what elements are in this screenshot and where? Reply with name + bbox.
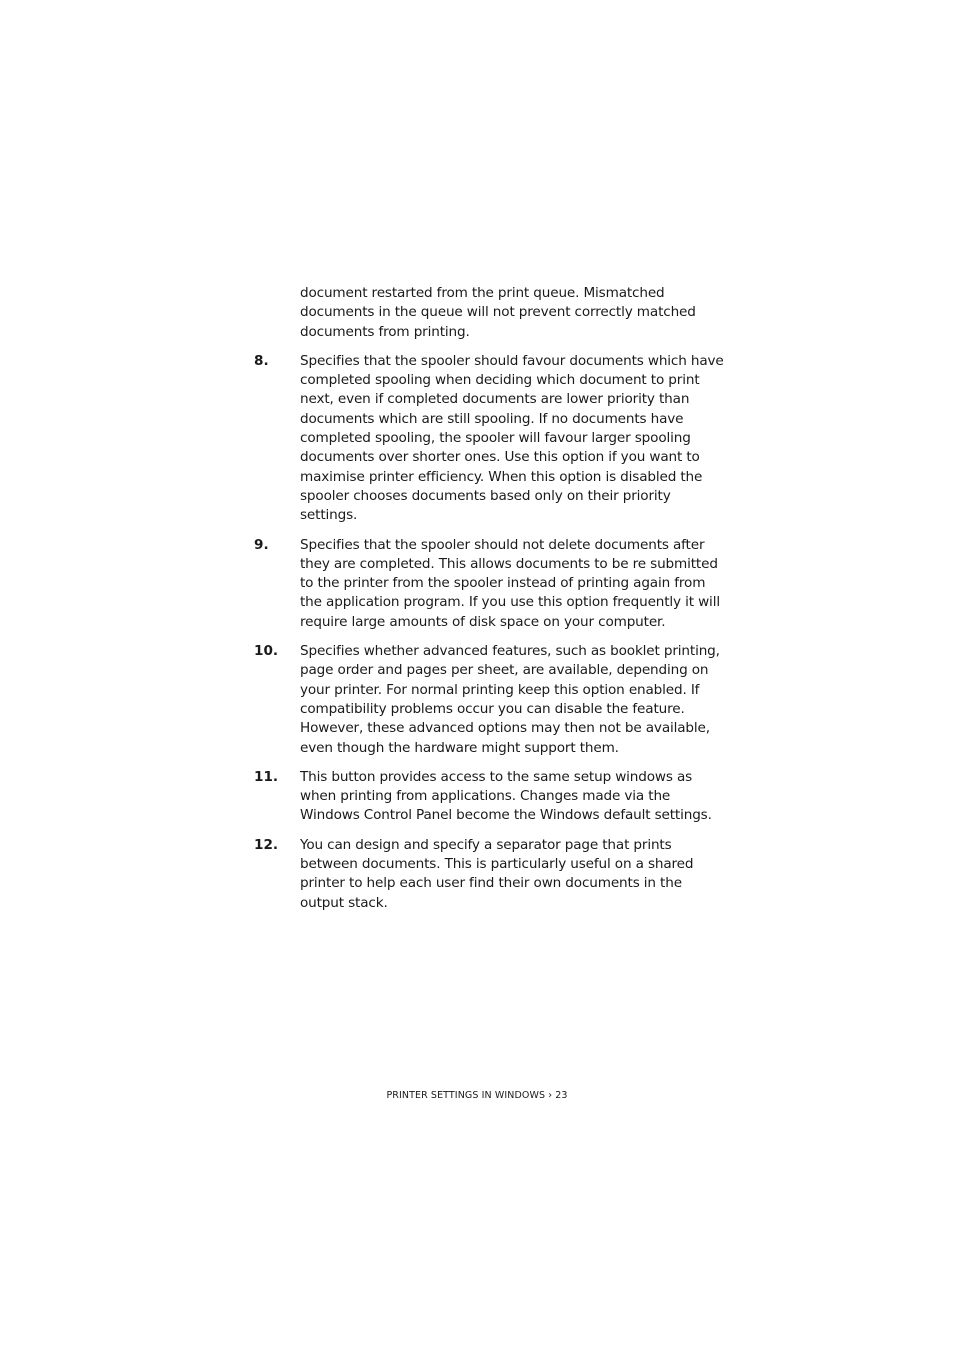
- item-text: Specifies that the spooler should not delete documents after they are completed. This allows documents to be re submitted to the printer from the spooler instead of printing again from the application program. If you use this option frequently it will require large amounts of disk space on your computer.: [300, 536, 720, 630]
- item-text: You can design and specify a separator page that prints between documents. This is particularly useful on a shared printer to help each user find their own documents in the output stack.: [300, 836, 694, 911]
- list-item-continued: [254, 284, 724, 342]
- list-item-8: [254, 352, 724, 526]
- item-number: 12.: [254, 836, 279, 853]
- numbered-list: [254, 284, 724, 913]
- list-item-10: [254, 642, 724, 758]
- item-text: Specifies that the spooler should favour documents which have completed spooling when deciding which document to print next, even if completed documents are lower priority than documents which are still spooling. If no documents have completed spooling, the spooler will favour larger spooling documents over shorter ones. Use this option if you want to maximise printer efficiency. When this option is disabled the spooler chooses documents based only on their priority settings.: [300, 352, 724, 524]
- footer-page-number: 23: [555, 1090, 568, 1101]
- item-number: 8.: [254, 352, 269, 369]
- item-text: This button provides access to the same setup windows as when printing from applications. Changes made via the Windows Control Panel become the Windows default settings.: [300, 768, 712, 824]
- list-item-11: [254, 768, 724, 826]
- item-number: 9.: [254, 536, 269, 553]
- list-item-9: [254, 536, 724, 632]
- page-footer: [0, 1090, 954, 1101]
- item-number: 10.: [254, 643, 279, 660]
- item-text: Specifies whether advanced features, such as booklet printing, page order and pages per sheet, are available, depending on your printer. For normal printing keep this option enabled. If compatibility problems occur you can disable the feature. However, these advanced options may then not be available, even though the hardware might support them.: [300, 643, 720, 756]
- item-number: 11.: [254, 768, 279, 785]
- list-item-12: [254, 836, 724, 913]
- footer-separator: ›: [548, 1090, 553, 1101]
- item-text: document restarted from the print queue. Mismatched documents in the queue will not prevent correctly matched documents from printing.: [300, 285, 696, 340]
- footer-section-title: PRINTER SETTINGS IN WINDOWS: [386, 1090, 546, 1101]
